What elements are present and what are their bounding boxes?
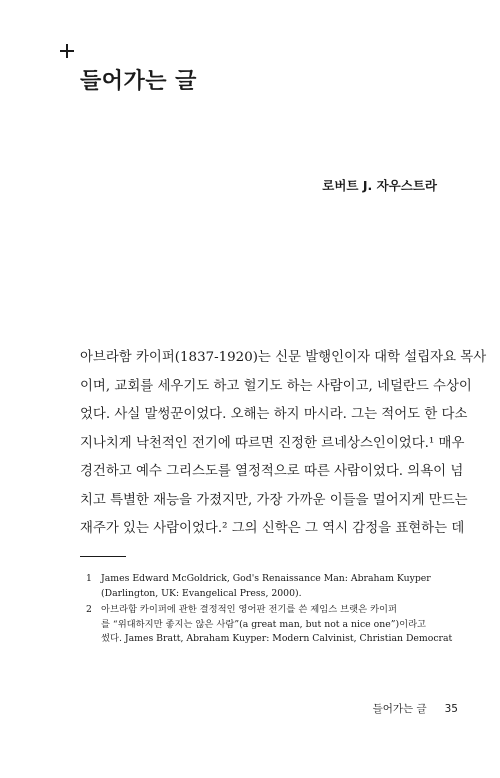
body-text — [80, 344, 487, 544]
chapter-title: 들어가는 글 — [80, 69, 197, 94]
footnotes — [86, 572, 453, 649]
footnote-line: 아브라함 카이퍼에 관한 결정적인 영어판 전기를 쓴 제임스 브랫은 카이퍼 — [101, 604, 398, 616]
body-line: 경건하고 예수 그리스도를 열정적으로 따른 사람이었다. 의욕이 넘 — [80, 464, 464, 479]
footnote-text — [101, 603, 452, 647]
body-line: 었다. 사실 말썽꾼이었다. 오해는 하지 마시라. 그는 적어도 한 다소 — [80, 407, 468, 422]
author-name: 로버트 J. 자우스트라 — [322, 178, 437, 193]
plus-mark-icon — [60, 44, 74, 58]
footnote-1 — [86, 572, 440, 601]
footnote-divider — [80, 556, 126, 557]
body-line: 이며, 교회를 세우기도 하고 헐기도 하는 사람이고, 네덜란드 수상이 — [80, 378, 472, 394]
footnote-line: (Darlington, UK: Evangelical Press, 2000). — [101, 587, 302, 599]
footnote-line: 썼다. James Bratt, Abraham Kuyper: Modern Calvinist, Christian Democrat — [101, 633, 453, 645]
footnote-line: 를 “위대하지만 좋지는 않은 사람”(a great man, but not a nice one”)이라고 — [101, 618, 427, 630]
body-line: 치고 특별한 재능을 가졌지만, 가장 가까운 이들을 멀어지게 만드는 — [80, 492, 468, 508]
running-footer — [373, 701, 458, 716]
footnote-number: 1 — [86, 573, 92, 584]
footnote-text — [101, 572, 431, 601]
body-line: 지나치게 낙천적인 전기에 따르면 진정한 르네상스인이었다.¹ 매우 — [80, 435, 465, 451]
footnote-2 — [86, 603, 453, 647]
footnote-number: 2 — [86, 604, 92, 616]
body-line: 아브라함 카이퍼(1837-1920)는 신문 발행인이자 대학 설립자요 목사 — [80, 350, 487, 365]
page-number: 35 — [444, 703, 458, 715]
running-title: 들어가는 글 — [372, 703, 427, 715]
footnote-line: James Edward McGoldrick, God's Renaissance Man: Abraham Kuyper — [101, 573, 431, 584]
body-line: 재주가 있는 사람이었다.² 그의 신학은 그 역시 감정을 표현하는 데 — [80, 521, 465, 536]
